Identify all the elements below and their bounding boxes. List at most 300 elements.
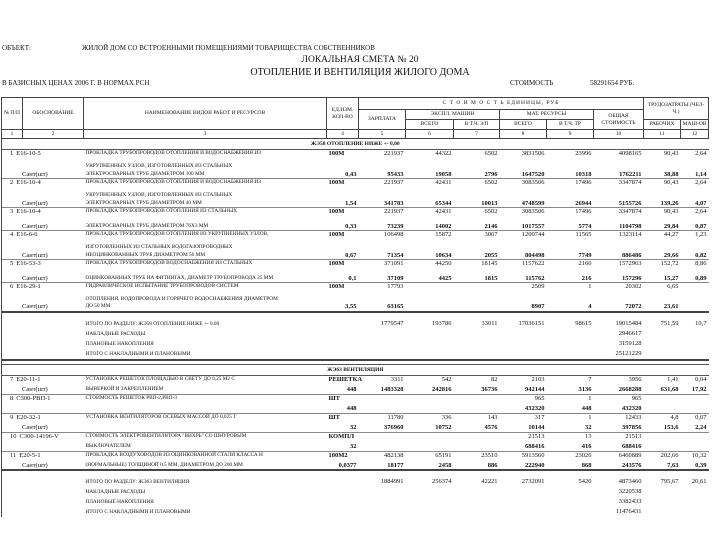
total-value: 0,89 bbox=[695, 274, 707, 282]
item-code-cell bbox=[2, 375, 84, 385]
unit-value: 3956 bbox=[594, 375, 644, 385]
unit-value: 542 bbox=[406, 375, 454, 385]
totals-value: 1884991 bbox=[359, 470, 406, 487]
item-sub-code bbox=[2, 295, 84, 312]
item-name: ПРОКЛАДКА ТРУБОПРОВОДОВ ОТОПЛЕНИЯ И ВОДОСНАБЖЕНИЯ ИЗ bbox=[84, 179, 327, 191]
item-name-line: ЭЛЕКТРОСВАРНЫХ ТРУБ ДИАМЕТРОМ 100 ММ bbox=[85, 170, 205, 177]
item-name-line: УКРУПНЕННЫХ УЗЛОВ, ИЗГОТОВЛЕННЫХ ИЗ СТАЛЬНЫХ bbox=[85, 192, 233, 198]
unit-value: 90,43 bbox=[644, 179, 681, 191]
item-sub-code bbox=[2, 218, 84, 231]
item-name-line: ЭЛЕКТРОСВАРНЫХ ТРУБ ДИАМЕТРОМ 76Х3 ММ bbox=[85, 222, 209, 229]
unit-value: 2,64 bbox=[681, 179, 709, 191]
item-name-rest bbox=[84, 404, 327, 414]
item-number: 1 bbox=[10, 150, 14, 157]
total-value bbox=[359, 404, 406, 414]
totals-value: 795,67 bbox=[644, 470, 681, 487]
unit-value: 143 bbox=[454, 413, 500, 423]
total-value: 26944 bbox=[575, 199, 592, 207]
item-name: ПРОКЛАДКА ТРУБОПРОВОДОВ ОТОПЛЕНИЯ ИЗ СТАЛЬНЫХ bbox=[84, 208, 327, 218]
totals-value: 98615 bbox=[547, 312, 594, 329]
unit-value: 2509 bbox=[500, 283, 547, 295]
total-value: 0,82 bbox=[695, 251, 707, 259]
unit-value: 44,27 bbox=[644, 231, 681, 243]
total-value: 63165 bbox=[387, 303, 404, 310]
item-name-rest bbox=[84, 385, 327, 395]
total-value: 157296 bbox=[622, 274, 642, 282]
totals-row bbox=[2, 339, 709, 349]
item-quantity: 0,1 bbox=[348, 274, 357, 282]
unit-value: 42431 bbox=[406, 179, 454, 191]
totals-value: 256374 bbox=[406, 470, 454, 487]
col-salary: ЗАРПЛАТА bbox=[359, 110, 406, 130]
total-value: 115762 bbox=[525, 274, 545, 282]
unit-value: 0,07 bbox=[681, 413, 709, 423]
total-value bbox=[681, 295, 709, 312]
total-value bbox=[359, 442, 406, 452]
total-value: 10013 bbox=[481, 199, 498, 207]
item-name: ПРОКЛАДКА ВОЗДУХОВОДОВ ИЗ ОЦИНКОВАННОЙ СТАЛИ КЛАССА Н bbox=[84, 451, 327, 461]
total-value bbox=[406, 295, 454, 312]
col-number: 1 bbox=[2, 130, 23, 139]
unit-value: 12433 bbox=[594, 413, 644, 423]
empty-cell bbox=[327, 329, 359, 339]
col-number: 6 bbox=[406, 130, 454, 139]
total-value: 10144 bbox=[528, 424, 545, 431]
table-row-total bbox=[2, 442, 709, 452]
totals-label: ИТОГО ПО РАЗДЕЛУ: ЖЭ58 ОТОПЛЕНИЕ НИЖЕ +- 0.00 bbox=[84, 312, 327, 329]
unit-value: 3347874 bbox=[594, 208, 644, 218]
total-value: 37109 bbox=[387, 274, 404, 282]
table-row bbox=[2, 260, 709, 270]
totals-value bbox=[644, 487, 681, 497]
col-number: 11 bbox=[644, 130, 681, 139]
col-basis: ОБОСНОВАНИЕ bbox=[23, 98, 84, 130]
unit-value: 3083506 bbox=[500, 179, 547, 191]
item-name-rest bbox=[84, 270, 327, 283]
unit-value: 5913560 bbox=[500, 451, 547, 461]
item-code: Е16-10-5 bbox=[16, 150, 41, 157]
item-code: Е16-10-4 bbox=[16, 179, 41, 186]
empty-cell bbox=[2, 312, 84, 329]
unit-value: 2,64 bbox=[681, 208, 709, 218]
total-value: 631,68 bbox=[660, 386, 679, 393]
unit-value bbox=[681, 432, 709, 442]
total-value bbox=[644, 442, 681, 452]
empty-cell bbox=[2, 470, 84, 487]
col-materials-total: ВСЕГО bbox=[500, 120, 547, 130]
total-value: 0,87 bbox=[695, 222, 707, 230]
total-value: 688416 bbox=[622, 443, 642, 450]
totals-value bbox=[500, 487, 547, 497]
unit-value: 1,41 bbox=[644, 375, 681, 385]
total-value: 397856 bbox=[622, 424, 642, 431]
unit-value: 7 bbox=[547, 375, 594, 385]
total-value: 2668288 bbox=[618, 386, 642, 393]
col-machines: ЭКСПЛ. МАШИН bbox=[406, 110, 500, 120]
totals-value: 5420 bbox=[547, 470, 594, 487]
totals-value bbox=[454, 349, 500, 360]
totals-value bbox=[547, 507, 594, 517]
unit-value bbox=[406, 283, 454, 295]
item-number: 10 bbox=[10, 432, 17, 440]
totals-value bbox=[359, 487, 406, 497]
item-code-cell bbox=[2, 413, 84, 423]
total-value: 153,6 bbox=[663, 424, 679, 431]
unit-value: 17496 bbox=[547, 179, 594, 191]
item-name: ПРОКЛАДКА ТРУБОПРОВОДОВ ОТОПЛЕНИЯ ИЗ УКРУПНЕННЫХ УЗЛОВ, bbox=[84, 231, 327, 243]
empty-cell bbox=[327, 339, 359, 349]
table-row-total bbox=[2, 404, 709, 414]
totals-value bbox=[454, 497, 500, 507]
item-number: 7 bbox=[10, 375, 14, 383]
total-value: 688416 bbox=[525, 443, 545, 450]
total-value: 448 bbox=[581, 405, 592, 412]
unit-value bbox=[644, 394, 681, 404]
total-value: 72072 bbox=[625, 303, 642, 310]
col-num: № П/П bbox=[2, 98, 23, 130]
item-code-cell bbox=[2, 451, 84, 461]
totals-value bbox=[547, 339, 594, 349]
item-number: 3 bbox=[10, 208, 14, 215]
total-value: 7749 bbox=[578, 251, 592, 259]
total-value: 19058 bbox=[435, 170, 452, 178]
table-row-total bbox=[2, 385, 709, 395]
table-row bbox=[2, 451, 709, 461]
totals-label: НАКЛАДНЫЕ РАСХОДЫ bbox=[85, 330, 146, 337]
item-number: 2 bbox=[10, 179, 14, 186]
unit-value: 202,66 bbox=[644, 451, 681, 461]
table-row bbox=[2, 432, 709, 442]
unit-value: 18145 bbox=[454, 260, 500, 270]
item-unit: РЕШЕТКА bbox=[328, 375, 363, 383]
total-value: 23,61 bbox=[663, 303, 679, 310]
totals-value bbox=[547, 487, 594, 497]
table-row bbox=[2, 394, 709, 404]
unit-value: 21513 bbox=[500, 432, 547, 442]
totals-label: ИТОГО ПО РАЗДЕЛУ: ЖЭ63 ВЕНТИЛЯЦИЯ bbox=[84, 470, 327, 487]
col-number: 4 bbox=[327, 130, 359, 139]
total-value: 1017557 bbox=[521, 222, 545, 230]
totals-value bbox=[359, 339, 406, 349]
unit-value: 1157622 bbox=[500, 260, 547, 270]
empty-cell bbox=[2, 507, 84, 517]
section-header bbox=[2, 139, 709, 150]
totals-value bbox=[406, 507, 454, 517]
totals-value: 3220538 bbox=[618, 488, 642, 495]
totals-value: 25121229 bbox=[615, 349, 642, 357]
col-number: 9 bbox=[547, 130, 594, 139]
unit-value: 1 bbox=[547, 394, 594, 404]
item-code: Е16-53-3 bbox=[16, 260, 41, 267]
item-code: С300-РВП-1 bbox=[16, 394, 51, 402]
table-row bbox=[2, 283, 709, 295]
estimate-title: ЛОКАЛЬНАЯ СМЕТА № 20 bbox=[301, 55, 419, 65]
unit-value bbox=[359, 432, 406, 442]
total-value: 1647520 bbox=[521, 170, 545, 178]
totals-label: ИТОГО С НАКЛАДНЫМИ И ПЛАНОВЫМИ bbox=[85, 350, 191, 357]
item-quantity: 448 bbox=[346, 405, 357, 412]
item-quantity: 1,54 bbox=[345, 199, 357, 207]
table-row bbox=[2, 150, 709, 162]
table-row-total bbox=[2, 162, 709, 179]
total-value: 36736 bbox=[481, 386, 498, 393]
item-code-cell bbox=[2, 260, 84, 270]
item-code: С300-14196-V bbox=[19, 432, 59, 440]
col-machines-salary: В Т.Ч. З/П bbox=[454, 120, 500, 130]
col-unit: ЕД.ИЗМ. КОЛ-ВО bbox=[327, 98, 359, 130]
item-unit: ШТ bbox=[327, 394, 359, 404]
totals-value bbox=[644, 497, 681, 507]
totals-value: 19015484 bbox=[594, 312, 644, 329]
empty-cell bbox=[2, 487, 84, 497]
total-value: 95433 bbox=[387, 170, 404, 178]
unit-value: 1 bbox=[547, 413, 594, 423]
cost-label: СТОИМОСТЬ bbox=[510, 79, 554, 87]
total-value: 10634 bbox=[435, 251, 452, 259]
totals-value bbox=[359, 507, 406, 517]
unit-value bbox=[406, 432, 454, 442]
totals-value bbox=[681, 329, 709, 339]
unit-value: 42431 bbox=[406, 208, 454, 218]
table-row-total bbox=[2, 243, 709, 260]
totals-value bbox=[644, 349, 681, 360]
item-sub-code bbox=[2, 162, 84, 179]
item-sub-code bbox=[2, 385, 84, 395]
total-value: 1815 bbox=[484, 274, 498, 282]
unit-value: 336 bbox=[406, 413, 454, 423]
totals-value bbox=[454, 329, 500, 339]
table-row bbox=[2, 375, 709, 385]
table-row-total bbox=[2, 218, 709, 231]
item-unit: 100М bbox=[327, 260, 359, 270]
unit-value bbox=[454, 432, 500, 442]
section-header bbox=[2, 364, 709, 375]
totals-row bbox=[2, 470, 709, 487]
unit-value: 11565 bbox=[547, 231, 594, 243]
total-value: 4576 bbox=[484, 424, 498, 431]
table-header bbox=[2, 98, 709, 139]
total-value: 15,27 bbox=[663, 274, 679, 282]
item-name-line: ОТОПЛЕНИЯ, ВОДОПРОВОДА И ГОРЯЧЕГО ВОДОСНАБЖЕНИЯ ДИАМЕТРОМ bbox=[85, 295, 278, 302]
total-value: 868 bbox=[581, 461, 592, 469]
totals-label: ПЛАНОВЫЕ НАКОПЛЕНИЯ bbox=[85, 499, 154, 505]
estimate-table bbox=[1, 97, 709, 517]
totals-value bbox=[406, 497, 454, 507]
unit-value: 23996 bbox=[547, 150, 594, 162]
unit-value: 23510 bbox=[454, 451, 500, 461]
total-value: 5774 bbox=[578, 222, 592, 230]
item-number: 9 bbox=[10, 413, 14, 421]
unit-value bbox=[681, 394, 709, 404]
col-number: 2 bbox=[23, 130, 84, 139]
item-sub-label: Сант(шт) bbox=[22, 303, 48, 310]
unit-value: 6,65 bbox=[644, 283, 681, 295]
item-sub-label: Сант(шт) bbox=[22, 170, 48, 178]
totals-value bbox=[681, 339, 709, 349]
total-value: 29,84 bbox=[663, 222, 679, 230]
unit-value: 4098165 bbox=[594, 150, 644, 162]
unit-value: 2103 bbox=[500, 375, 547, 385]
unit-value: 20302 bbox=[594, 283, 644, 295]
item-name: ПРОКЛАДКА ТРУБОПРОВОДОВ ОТОПЛЕНИЯ И ВОДОСНАБЖЕНИЯ ИЗ bbox=[84, 150, 327, 162]
item-sub-code bbox=[2, 423, 84, 433]
unit-value: 3311 bbox=[359, 375, 406, 385]
item-name: СТОИМОСТЬ РЕШЕТОК РВП-2,РВП-3 bbox=[84, 394, 327, 404]
empty-cell bbox=[327, 349, 359, 360]
unit-value: 3347874 bbox=[594, 179, 644, 191]
item-quantity: 3,55 bbox=[345, 303, 357, 310]
totals-row bbox=[2, 329, 709, 339]
unit-value: 6502 bbox=[454, 208, 500, 218]
totals-row bbox=[2, 487, 709, 497]
unit-value: 2160 bbox=[547, 260, 594, 270]
empty-cell bbox=[327, 312, 359, 329]
total-value: 2796 bbox=[484, 170, 498, 178]
total-value bbox=[681, 404, 709, 414]
item-name-rest bbox=[84, 191, 327, 208]
unit-value: 90,43 bbox=[644, 150, 681, 162]
item-code: Е20-11-1 bbox=[16, 375, 41, 383]
table-row bbox=[2, 179, 709, 191]
unit-value: 44322 bbox=[406, 150, 454, 162]
table-row bbox=[2, 208, 709, 218]
item-sub-label: Сант(шт) bbox=[22, 199, 48, 207]
total-value: 1,14 bbox=[695, 170, 707, 178]
total-value: 1762211 bbox=[619, 170, 642, 178]
total-value bbox=[454, 404, 500, 414]
total-value: 32 bbox=[585, 424, 592, 431]
table-row-total bbox=[2, 423, 709, 433]
item-code-cell bbox=[2, 231, 84, 243]
item-code-cell bbox=[2, 179, 84, 191]
empty-cell bbox=[327, 487, 359, 497]
unit-value: 6502 bbox=[454, 179, 500, 191]
unit-value: 1 bbox=[547, 283, 594, 295]
unit-value bbox=[454, 283, 500, 295]
total-value: 0,39 bbox=[695, 461, 707, 469]
item-name-line: ВЫВЕРКОЙ И ЗАКРЕПЛЕНИЕМ bbox=[85, 386, 164, 392]
unit-value: 965 bbox=[594, 394, 644, 404]
total-value bbox=[644, 404, 681, 414]
unit-value bbox=[681, 283, 709, 295]
item-code: Е20-32-1 bbox=[16, 413, 41, 421]
table-row-total bbox=[2, 270, 709, 283]
unit-value bbox=[644, 432, 681, 442]
totals-value bbox=[406, 487, 454, 497]
totals-value bbox=[500, 497, 547, 507]
totals-value bbox=[500, 349, 547, 360]
total-value: 243576 bbox=[622, 461, 642, 469]
estimate-subtitle: ОТОПЛЕНИЕ И ВЕНТИЛЯЦИЯ ЖИЛОГО ДОМА bbox=[250, 67, 470, 78]
item-sub-code bbox=[2, 404, 84, 414]
total-value: 14002 bbox=[435, 222, 452, 230]
unit-value: 371091 bbox=[359, 260, 406, 270]
item-sub-code bbox=[2, 461, 84, 471]
totals-value: 11476431 bbox=[615, 508, 642, 515]
unit-value: 65191 bbox=[406, 451, 454, 461]
totals-value: 1779547 bbox=[359, 312, 406, 329]
totals-value bbox=[454, 487, 500, 497]
item-unit: 100М bbox=[327, 208, 359, 218]
unit-value: 3067 bbox=[454, 231, 500, 243]
section-title: ЖЭ63 ВЕНТИЛЯЦИЯ bbox=[2, 364, 709, 375]
total-value: 222940 bbox=[525, 461, 545, 469]
empty-cell bbox=[2, 339, 84, 349]
total-value: 376960 bbox=[384, 424, 404, 431]
item-name-rest bbox=[84, 461, 327, 471]
item-name-line: ЭЛЕКТРОСВАРНЫХ ТРУБ ДИАМЕТРОМ 40 ММ bbox=[85, 199, 202, 206]
totals-value bbox=[681, 349, 709, 360]
item-sub-code bbox=[2, 442, 84, 452]
total-value: 4,07 bbox=[695, 199, 707, 207]
item-name-rest bbox=[84, 162, 327, 179]
cost-value: 58291654 РУБ. bbox=[590, 79, 635, 87]
unit-value: 0,04 bbox=[681, 375, 709, 385]
totals-value bbox=[681, 507, 709, 517]
total-value: 4 bbox=[588, 303, 592, 310]
item-sub-label: Сант(шт) bbox=[22, 222, 48, 230]
item-code: Е16-29-1 bbox=[16, 283, 41, 290]
item-quantity: 0,33 bbox=[345, 222, 357, 230]
item-unit: 100М bbox=[327, 283, 359, 295]
total-value: 38,88 bbox=[663, 170, 679, 178]
total-value bbox=[406, 404, 454, 414]
item-number: 6 bbox=[10, 283, 14, 290]
totals-value bbox=[359, 329, 406, 339]
unit-value: 2,64 bbox=[681, 150, 709, 162]
item-unit: 100М bbox=[327, 179, 359, 191]
item-name-rest bbox=[84, 218, 327, 231]
item-code-cell bbox=[2, 150, 84, 162]
unit-value: 106498 bbox=[359, 231, 406, 243]
unit-value: 10,32 bbox=[681, 451, 709, 461]
col-number: 5 bbox=[359, 130, 406, 139]
totals-value: 3159128 bbox=[618, 339, 642, 347]
table-row-total bbox=[2, 295, 709, 312]
item-number: 11 bbox=[10, 451, 17, 459]
item-number: 8 bbox=[10, 394, 14, 402]
item-sub-code bbox=[2, 270, 84, 283]
item-name-line: УКРУПНЕННЫХ УЗЛОВ, ИЗГОТОВЛЕННЫХ ИЗ СТАЛЬНЫХ bbox=[85, 163, 233, 169]
unit-value: 44250 bbox=[406, 260, 454, 270]
totals-value bbox=[406, 349, 454, 360]
unit-value: 82 bbox=[454, 375, 500, 385]
unit-value: 221937 bbox=[359, 150, 406, 162]
totals-value: 2732091 bbox=[500, 470, 547, 487]
totals-value: 17036151 bbox=[500, 312, 547, 329]
col-cost-group: С Т О И М О С Т Ь ЕДИНИЦЫ, РУБ bbox=[359, 98, 644, 110]
empty-cell bbox=[327, 497, 359, 507]
item-sub-label: Сант(шт) bbox=[22, 274, 48, 282]
totals-value bbox=[406, 339, 454, 349]
unit-value: 6502 bbox=[454, 150, 500, 162]
empty-cell bbox=[2, 349, 84, 360]
unit-value bbox=[454, 394, 500, 404]
total-value: 4748599 bbox=[521, 199, 545, 207]
total-value: 2055 bbox=[484, 251, 498, 259]
empty-cell bbox=[327, 470, 359, 487]
item-unit: КОМПЛ bbox=[327, 432, 359, 442]
total-value bbox=[406, 442, 454, 452]
item-name-rest bbox=[84, 243, 327, 260]
total-value: 2458 bbox=[438, 461, 452, 469]
total-value: 10318 bbox=[575, 170, 592, 178]
totals-value bbox=[500, 507, 547, 517]
item-name-rest bbox=[84, 442, 327, 452]
item-code: Е16-10-4 bbox=[16, 208, 41, 215]
section-title: ЖЭ58 ОТОПЛЕНИЕ НИЖЕ +- 0,00 bbox=[2, 139, 709, 150]
unit-value: 8,86 bbox=[681, 260, 709, 270]
